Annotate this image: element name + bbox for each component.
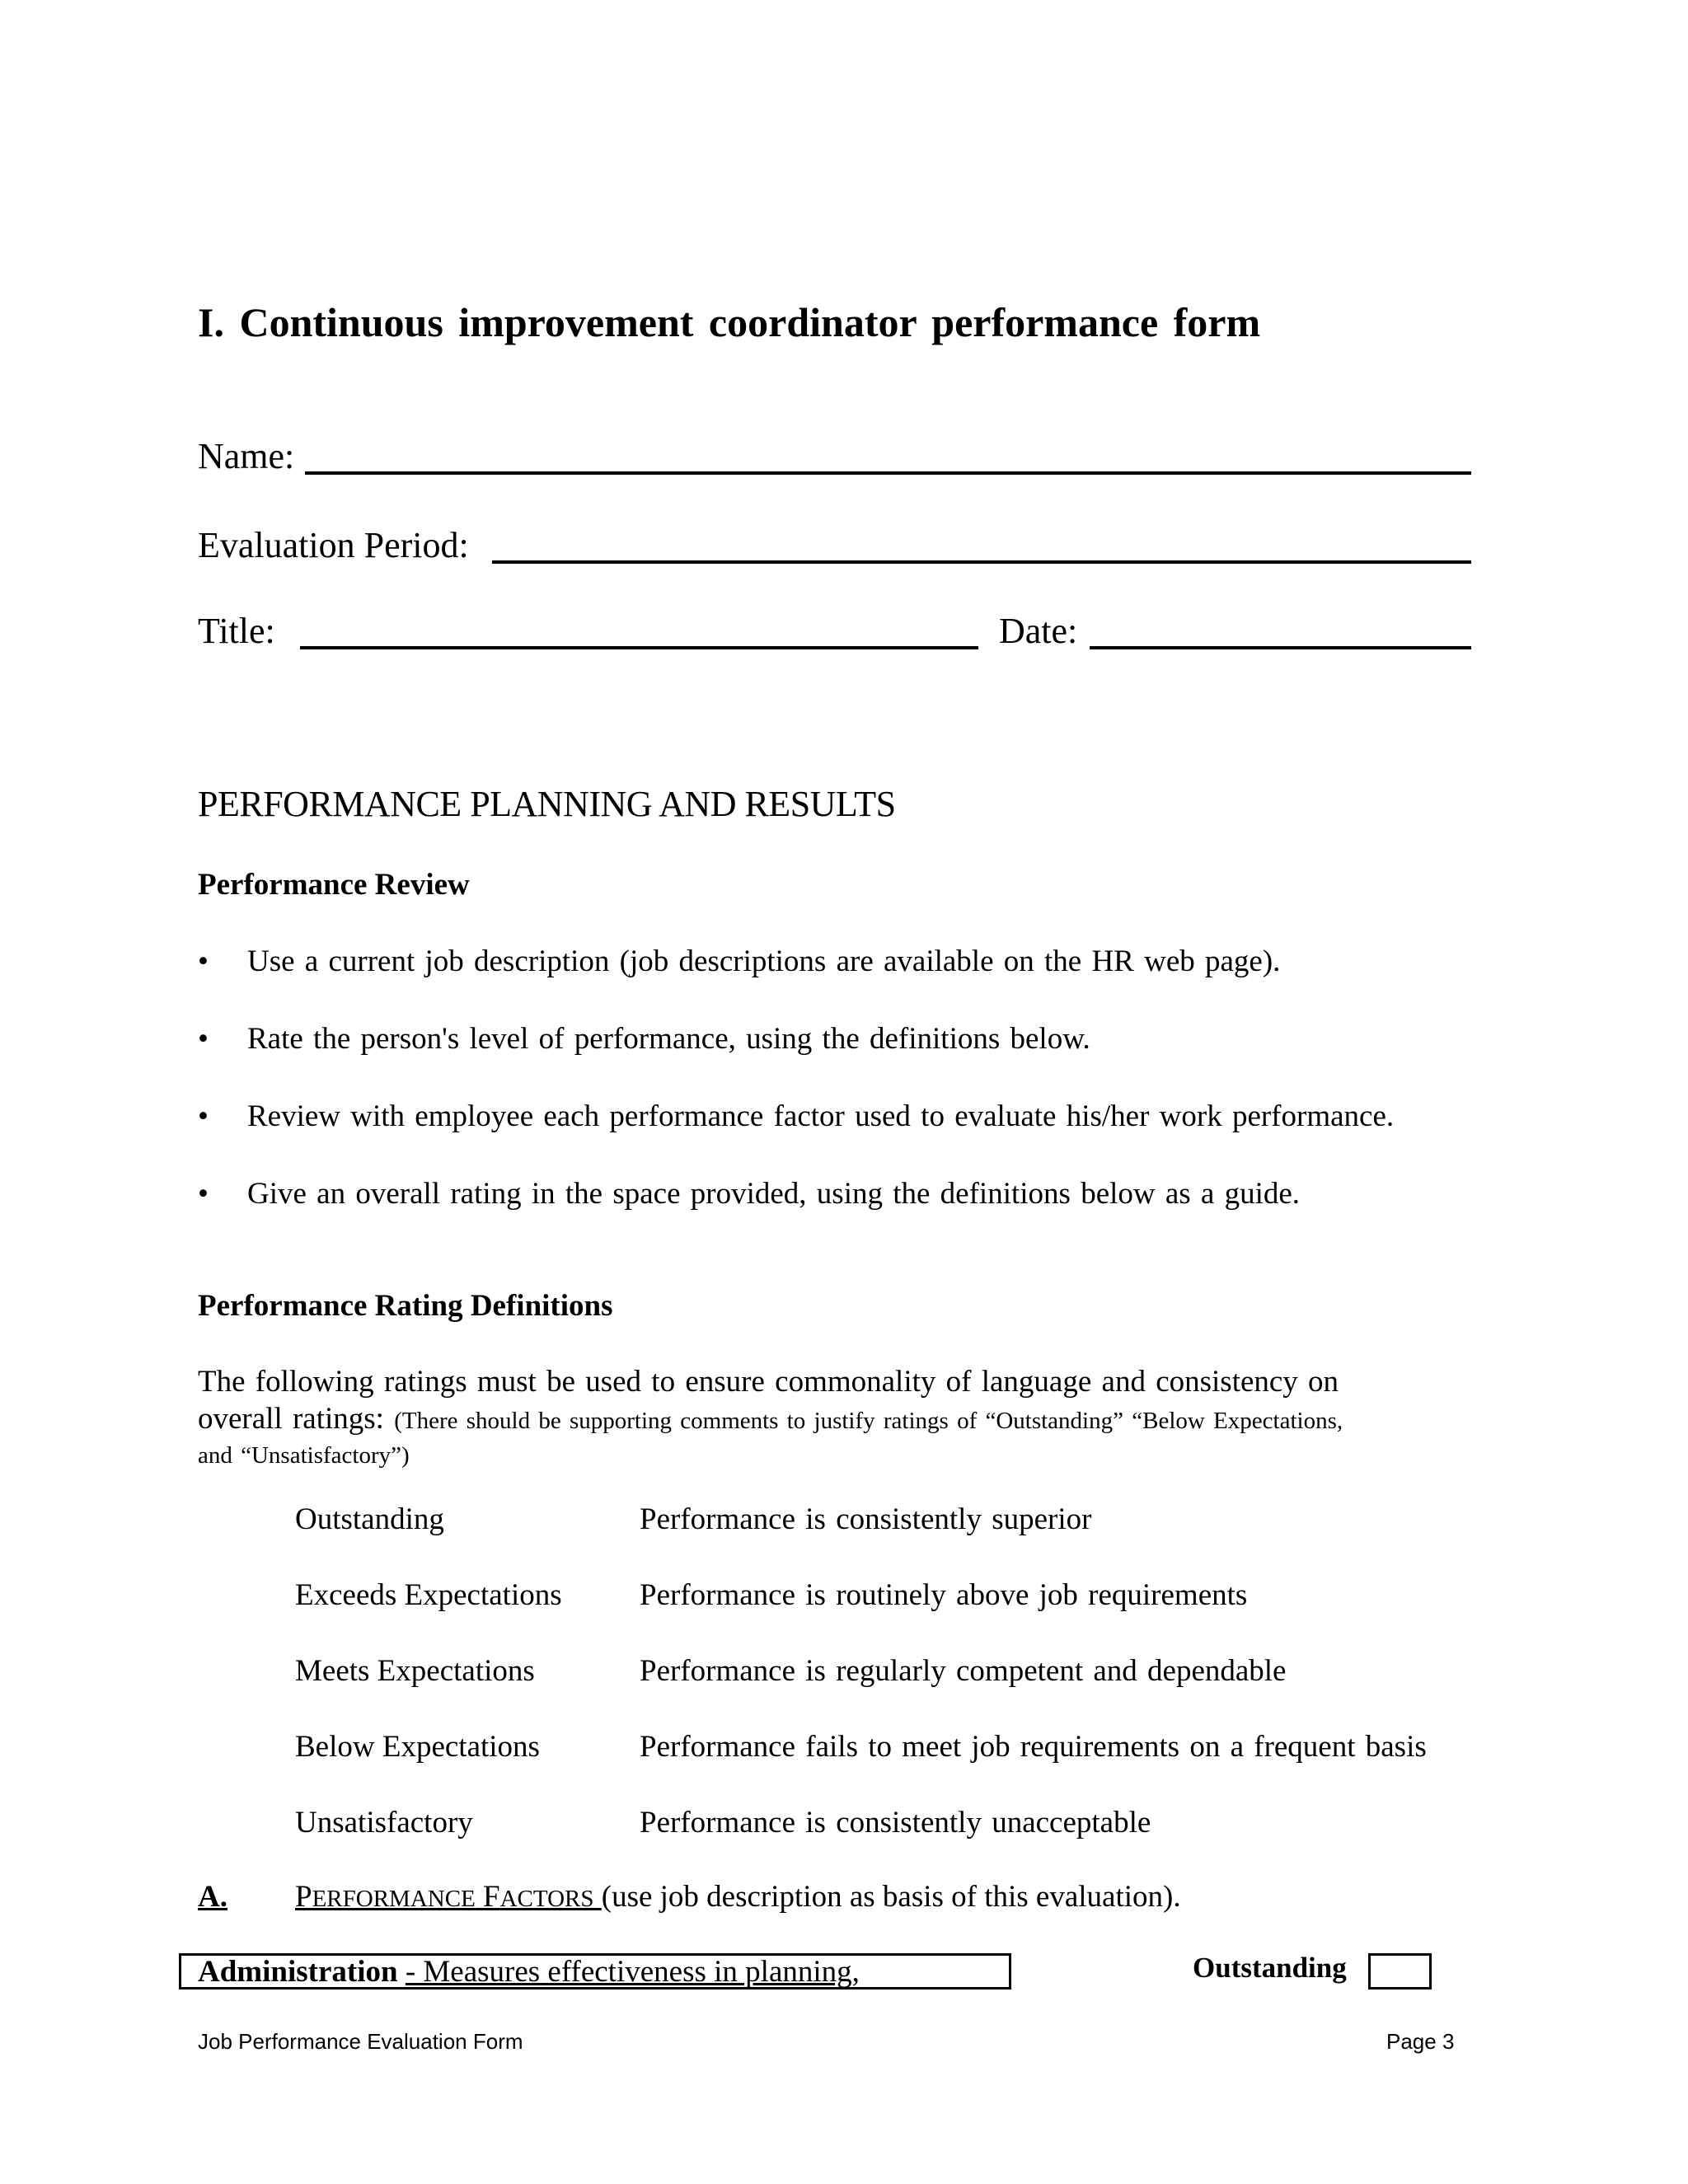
rating-intro-line3: and “Unsatisfactory”) <box>198 1442 410 1469</box>
rating-definition-unsatisfactory: Performance is consistently unacceptable <box>640 1806 1151 1840</box>
factor-heading-cap1: P <box>295 1880 312 1914</box>
rating-definition-meets: Performance is regularly competent and dependable <box>640 1654 1287 1688</box>
date-label: Date: <box>999 611 1078 651</box>
name-field[interactable] <box>305 471 1471 475</box>
factor-heading-rest1: ERFORMANCE <box>312 1886 476 1912</box>
evaluation-period-field[interactable] <box>492 560 1471 564</box>
rating-name-meets: Meets Expectations <box>295 1654 535 1688</box>
factor-letter: A. <box>198 1880 227 1914</box>
bullet-icon: • <box>198 1177 209 1211</box>
rating-intro-main: overall ratings: <box>198 1402 384 1436</box>
bullet-icon: • <box>198 1022 209 1056</box>
performance-factors-heading <box>198 1879 1181 1915</box>
factor-note: (use job description as basis of this evaluation). <box>601 1880 1181 1914</box>
rating-checkbox[interactable] <box>1368 1953 1432 1990</box>
factor-heading-cap2: F <box>483 1880 500 1914</box>
rating-intro-line1: The following ratings must be used to ensure commonality of language and consistency on <box>198 1365 1339 1399</box>
factor-heading <box>295 1880 602 1914</box>
rating-definition-outstanding: Performance is consistently superior <box>640 1502 1092 1536</box>
bullet-text: Give an overall rating in the space provided, using the definitions below as a guide. <box>247 1177 1301 1211</box>
date-field[interactable] <box>1090 646 1471 649</box>
title-field[interactable] <box>300 646 978 649</box>
bullet-text: Review with employee each performance factor used to evaluate his/her work performance. <box>247 1099 1395 1133</box>
rating-name-unsatisfactory: Unsatisfactory <box>295 1806 473 1840</box>
rating-definition-below: Performance fails to meet job requirements on a frequent basis <box>640 1730 1427 1764</box>
rating-intro-line2 <box>198 1401 1343 1436</box>
title-label: Title: <box>198 611 275 651</box>
rating-intro-note: (There should be supporting comments to justify ratings of “Outstanding” “Below Expectations, <box>394 1408 1343 1434</box>
factor-description: - Measures effectiveness in planning, <box>405 1955 860 1989</box>
rating-definition-exceeds: Performance is routinely above job requirements <box>640 1578 1248 1612</box>
section-heading: PERFORMANCE PLANNING AND RESULTS <box>198 784 896 824</box>
rating-name-outstanding: Outstanding <box>295 1502 444 1536</box>
evaluation-period-label: Evaluation Period: <box>198 525 469 565</box>
factor-heading-rest2: ACTORS <box>499 1886 594 1912</box>
bullet-icon: • <box>198 1099 209 1133</box>
bullet-text: Use a current job description (job descriptions are available on the HR web page). <box>247 944 1281 978</box>
bullet-text: Rate the person's level of performance, using the definitions below. <box>247 1022 1090 1056</box>
footer-left: Job Performance Evaluation Form <box>198 2029 523 2054</box>
rating-name-below: Below Expectations <box>295 1730 540 1764</box>
factor-name: Administration <box>198 1955 398 1989</box>
rating-name-exceeds: Exceeds Expectations <box>295 1578 562 1612</box>
rating-column-label: Outstanding <box>1193 1952 1347 1984</box>
name-label: Name: <box>198 436 295 476</box>
factor-row-text <box>198 1956 860 1989</box>
page-number: Page 3 <box>1386 2029 1455 2054</box>
performance-review-heading: Performance Review <box>198 868 470 902</box>
factor-cell <box>179 1953 1011 1990</box>
rating-definitions-heading: Performance Rating Definitions <box>198 1289 613 1323</box>
bullet-icon: • <box>198 944 209 978</box>
page-title: I. Continuous improvement coordinator performance form <box>198 299 1261 345</box>
